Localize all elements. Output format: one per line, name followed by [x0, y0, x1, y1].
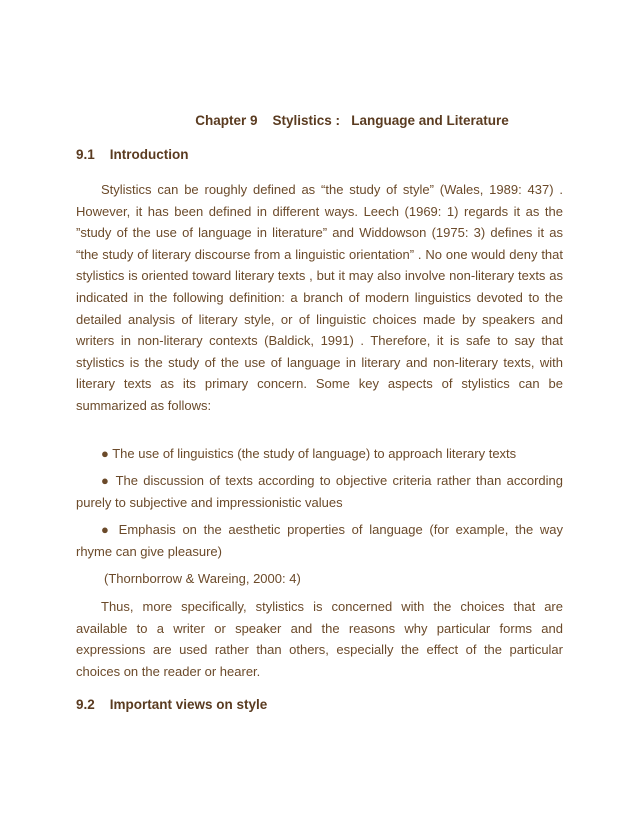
bullet-item: ● The discussion of texts according to objective criteria rather than according purely to subjective and impressionistic values: [76, 473, 563, 510]
section-heading-introduction: 9.1 Introduction: [76, 147, 189, 162]
section-heading-important-views: 9.2 Important views on style: [76, 697, 268, 712]
chapter-title: Chapter 9 Stylistics : Language and Literature: [195, 113, 509, 128]
bullet-item: ● Emphasis on the aesthetic properties of language (for example, the way rhyme can give pleasure): [76, 522, 563, 559]
closing-paragraph: Thus, more specifically, stylistics is concerned with the choices that are available to a writer or speaker and the reasons why particular forms and expressions are used rather than others, especially the effect of the particular choices on the reader or hearer.: [76, 599, 563, 679]
intro-paragraph: Stylistics can be roughly defined as “the study of style” (Wales, 1989: 437) . However, it has been defined in different ways. Leech (1969: 1) regards it as the ”study of the use of language in literature” and Widdowson (1975: 3) defines it as “the study of literary discourse from a linguistic orientation” . No one would deny that stylistics is oriented toward literary texts , but it may also involve non-literary texts as indicated in the following definition: a branch of modern linguistics devoted to the detailed analysis of literary style, or of linguistic choices made by speakers and writers in non-literary contexts (Baldick, 1991) . Therefore, it is safe to say that stylistics is the study of the use of language in literary and non-literary texts, with literary texts as its primary concern. Some key aspects of stylistics can be summarized as follows:: [76, 182, 563, 413]
bullet-item: ● The use of linguistics (the study of language) to approach literary texts: [101, 446, 517, 461]
citation: (Thornborrow & Wareing, 2000: 4): [104, 571, 301, 586]
